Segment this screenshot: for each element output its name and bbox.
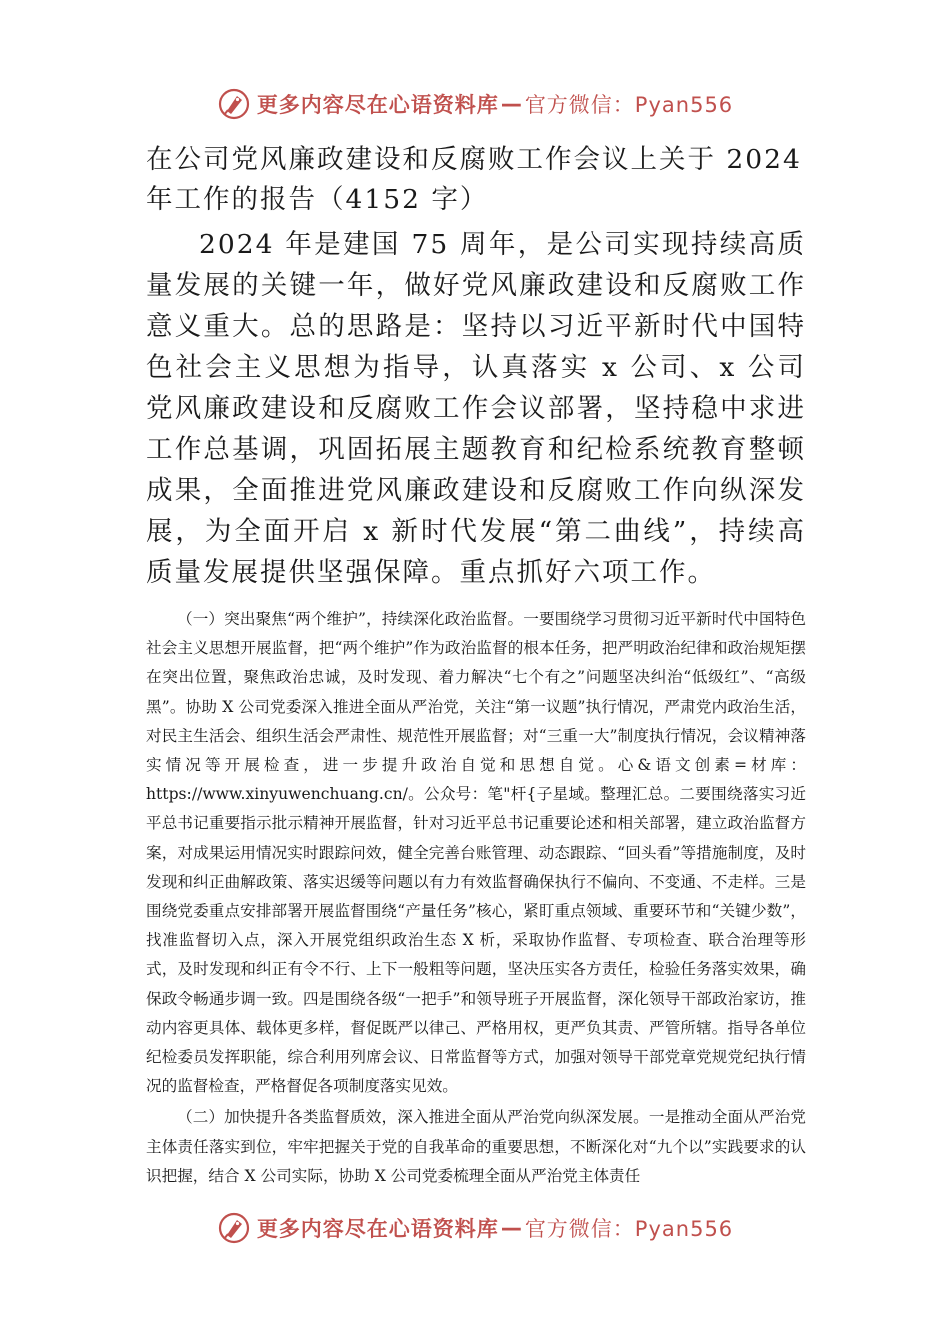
watermark-text: 更多内容尽在心语资料库 (256, 93, 499, 117)
section-one-paragraph: （一）突出聚焦“两个维护”，持续深化政治监督。一要围绕学习贯彻习近平新时代中国特色社会主义思想开展监督，把“两个维护”作为政治监督的根本任务，把严明政治纪律和政治规矩摆在突出位置，聚焦政治忠诚，及时发现、着力解决“七个有之”问题坚决纠治“低级红”、“高级黑”。协助 X 公司党委深入推进全面从严治党，关注“第一议题”执行情况，严肃党内政治生活，对民主生活会、组织生活会严肃性、规范性开展监督；对“三重一大”制度执行情况，会议精神落实情况等开展检查，进一步提升政治自觉和思想自觉。心&语文创素=材库：https://www.xinyuwenchuang.cn/。公众号：笔"杆{子星域。整理汇总。二要围绕落实习近平总书记重要指示批示精神开展监督，针对习近平总书记重要论述和相关部署，建立政治监督方案，对成果运用情况实时跟踪问效，健全完善台账管理、动态跟踪、“回头看”等措施制度，及时发现和纠正曲解政策、落实迟缓等问题以有力有效监督确保执行不偏向、不变通、不走样。三是围绕党委重点安排部署开展监督围绕“产量任务”核心，紧盯重点领域、重要环节和“关键少数”，找准监督切入点，深入开展党组织政治生态 X 析，采取协作监督、专项检查、联合治理等形式，及时发现和纠正有令不行、上下一般粗等问题，坚决压实各方责任，检验任务落实效果，确保政令畅通步调一致。四是围绕各级“一把手”和领导班子开展监督，深化领导干部政治家访，推动内容更具体、载体更多样，督促既严以律己、严格用权，更严负其责、严管所辖。指导各单位纪检委员发挥职能，综合利用列席会议、日常监督等方式，加强对领导干部党章党规党纪执行情况的监督检查，严格督促各项制度落实见效。 (146, 610, 806, 1096)
pen-nib-logo-icon (217, 1211, 251, 1245)
watermark-banner-bottom (0, 1208, 950, 1248)
watermark-separator: — (500, 1216, 523, 1240)
watermark-wechat: 官方微信：Pyan556 (524, 93, 734, 117)
lead-paragraph: 2024 年是建国 75 周年，是公司实现持续高质量发展的关键一年，做好党风廉政建设和反腐败工作意义重大。总的思路是：坚持以习近平新时代中国特色社会主义思想为指导，认真落实 x 公司、x 公司党风廉政建设和反腐败工作会议部署，坚持稳中求进工作总基调，巩固拓展主题教育和纪检系统教育整顿成果，全面推进党风廉政建设和反腐败工作向纵深发展，为全面开启 x 新时代发展“第二曲线”，持续高质量发展提供坚强保障。重点抓好六项工作。 (146, 229, 806, 588)
watermark-banner-top (0, 84, 950, 124)
pen-nib-logo-icon (217, 87, 251, 121)
watermark-wechat: 官方微信：Pyan556 (524, 1217, 734, 1241)
watermark-separator: — (500, 92, 523, 116)
section-two-paragraph: （二）加快提升各类监督质效，深入推进全面从严治党向纵深发展。一是推动全面从严治党主体责任落实到位，牢牢把握关于党的自我革命的重要思想，不断深化对“九个以”实践要求的认识把握，结合 X 公司实际，协助 X 公司党委梳理全面从严治党主体责任 (146, 1108, 806, 1185)
watermark-text: 更多内容尽在心语资料库 (256, 1217, 499, 1241)
document-title: 在公司党风廉政建设和反腐败工作会议上关于 2024 年工作的报告（4152 字） (146, 144, 802, 215)
document-body (146, 140, 806, 1191)
